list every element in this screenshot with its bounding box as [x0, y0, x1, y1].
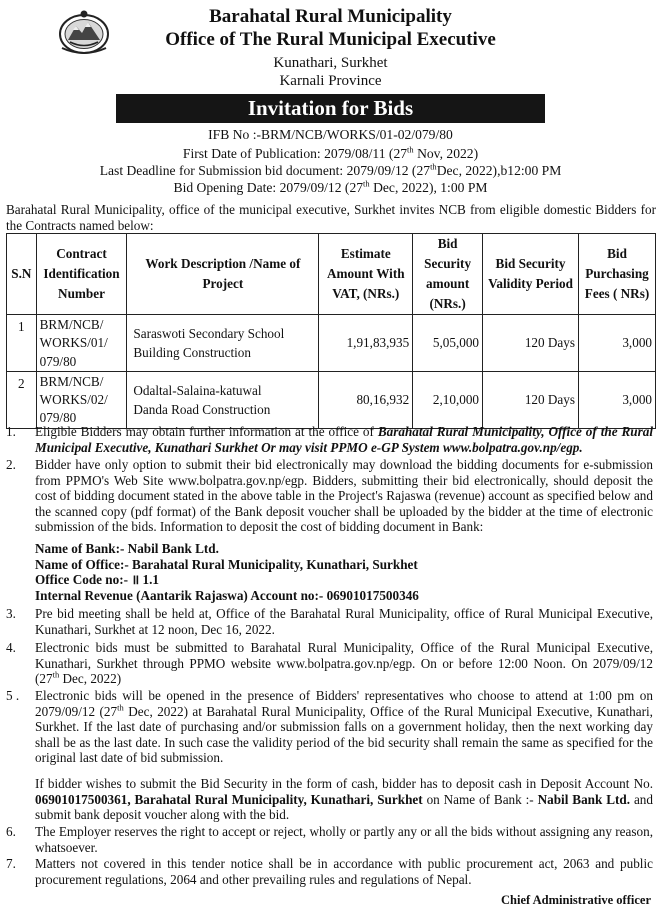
cell-fee: 3,000 [579, 371, 656, 428]
header-sn: S.N [7, 234, 37, 315]
bank-name: Name of Bank:- Nabil Bank Ltd. [35, 541, 219, 556]
cell-contract-id: BRM/NCB/ WORKS/02/ 079/80 [36, 371, 127, 428]
table-row [7, 371, 656, 428]
ifb-number: IFB No :-BRM/NCB/WORKS/01-02/079/80 [208, 127, 453, 142]
notice-item-1: 1. Eligible Bidders may obtain further information at the office of Barahatal Rural Municipality, Office of the Rural Municipal Executive, Kunathari Surkhet Or may visit PPMO e-GP System www.bolpatra.gov.np/egp. [6, 424, 653, 455]
contracts-table [6, 233, 656, 429]
notice-item-5: 5 . Electronic bids will be opened in the presence of Bidders' representatives who choose to attend at 1:00 pm on 2079/09/12 (27th Dec, 2022) at Barahatal Rural Municipality, Office of the Rural Municipal Executive, Kunathari, Surkhet. If the last date of purchasing and/or submission falls on a government holiday, then the next working day shall be as the last date. In such case the validity period of the bid security shall remain the same as specified for the original last date of bid submission. [6, 688, 653, 766]
office-name: Office of The Rural Municipal Executive [165, 29, 496, 50]
cell-sn: 2 [7, 371, 37, 428]
cell-sn: 1 [7, 315, 37, 372]
submission-deadline: Last Deadline for Submission bid document: 2079/09/12 (27thDec, 2022),b12:00 PM [99, 161, 562, 178]
notice-title-banner: Invitation for Bids [116, 94, 545, 123]
province-line: Karnali Province [279, 73, 382, 89]
signature-title: Chief Administrative officer [501, 893, 651, 907]
header-purchasing-fees: Bid Purchasing Fees ( NRs) [579, 234, 656, 315]
address-line: Kunathari, Surkhet [273, 55, 388, 71]
table-row [7, 315, 656, 372]
notice-item-2: 2. Bidder have only option to submit their bid electronically may download the bidding documents for e-submission from PPMO's Web Site www.bolpatra.gov.np/egp. Bidders, submitting their bid electronically, should deposit the cost of bidding document stated in the above table in the Project's Rajaswa (revenue) account as specified below and the scanned copy (pdf format) of the Bank deposit voucher shall be uploaded by the bidder at the time of electronic submission of the bids. Information to deposit the cost of bidding document in Bank: [6, 457, 653, 535]
cell-work-description: Odaltal-Salaina-katuwal Danda Road Construction [127, 371, 319, 428]
office-name-line: Name of Office:- Barahatal Rural Municipality, Kunathari, Surkhet [35, 556, 418, 572]
cash-deposit-note: If bidder wishes to submit the Bid Security in the form of cash, bidder has to deposit cash in Deposit Account No. 06901017500361, Barahatal Rural Municipality, Kunathari, Surkhet on Name of Bank :- Nabil Bank Ltd. and submit bank deposit voucher along with the bid. [35, 776, 653, 823]
header-estimate-amount: Estimate Amount With VAT, (NRs.) [319, 234, 413, 315]
office-code: Office Code no:- ॥ 1.1 [35, 572, 159, 588]
cell-fee: 3,000 [579, 315, 656, 372]
cell-estimate: 1,91,83,935 [319, 315, 413, 372]
cell-estimate: 80,16,932 [319, 371, 413, 428]
cell-validity: 120 Days [483, 371, 579, 428]
publication-date: First Date of Publication: 2079/08/11 (27th Nov, 2022) [182, 144, 479, 161]
header-bid-security-amount: Bid Security amount (NRs.) [413, 234, 483, 315]
cell-security: 2,10,000 [413, 371, 483, 428]
bid-opening-date: Bid Opening Date: 2079/09/12 (27th Dec, 2022), 1:00 PM [173, 178, 488, 195]
cell-security: 5,05,000 [413, 315, 483, 372]
cell-work-description: Saraswoti Secondary School Building Construction [127, 315, 319, 372]
notice-item-6: 6. The Employer reserves the right to accept or reject, wholly or partly any or all the bids without assigning any reason, whatsoever. [6, 824, 653, 855]
table-header-row [7, 234, 656, 315]
header-work-description: Work Description /Name of Project [127, 234, 319, 315]
municipality-name: Barahatal Rural Municipality [209, 6, 452, 27]
header-bid-security-validity: Bid Security Validity Period [483, 234, 579, 315]
notice-item-4: 4. Electronic bids must be submitted to Barahatal Rural Municipality, Office of the Rural Municipal Executive, Kunathari, Surkhet through PPMO website www.bolpatra.gov.np/egp. On or before 12:00 Noon. On 2079/09/12 (27th Dec, 2022) [6, 640, 653, 687]
cell-contract-id: BRM/NCB/ WORKS/01/ 079/80 [36, 315, 127, 372]
revenue-account: Internal Revenue (Aantarik Rajaswa) Account no:- 06901017500346 [35, 587, 419, 603]
intro-paragraph: Barahatal Rural Municipality, office of the municipal executive, Surkhet invites NCB from eligible domestic Bidders for the Contracts named below: [6, 202, 656, 233]
notice-item-7: 7. Matters not covered in this tender notice shall be in accordance with public procurement act, 2063 and public procurement regulations, 2064 and other prevailing rules and regulations of Nepal. [6, 856, 653, 887]
cell-validity: 120 Days [483, 315, 579, 372]
bank-details [35, 541, 419, 603]
notice-item-3: 3. Pre bid meeting shall be held at, Office of the Barahatal Rural Municipality, office of Rural Municipal Executive, Kunathari, Surkhet at 12 noon, Dec 16, 2022. [6, 606, 653, 637]
header-contract-id: Contract Identification Number [36, 234, 127, 315]
